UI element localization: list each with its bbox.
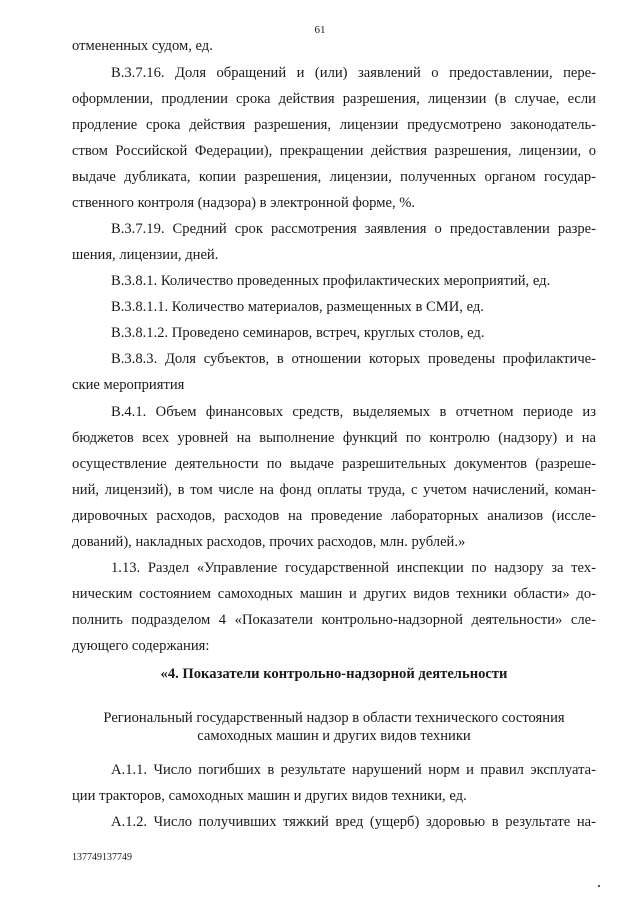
- text-line: осуществление деятельности по выдаче разрешительных документов (разреше-: [72, 456, 596, 472]
- text-line: А.1.2. Число получивших тяжкий вред (ущерб) здоровью в результате на-: [111, 814, 596, 830]
- text-line: дировочных расходов, расходов на проведение лабораторных анализов (иссле-: [72, 508, 596, 524]
- text-line: ции тракторов, самоходных машин и других видов техники, ед.: [72, 788, 467, 804]
- text-line: дований), накладных расходов, прочих расходов, млн. рублей.»: [72, 534, 466, 550]
- text-line: выдаче дубликата, копии разрешения, лицензии, полученных органом государ-: [72, 169, 596, 185]
- text-line: ническим состоянием самоходных машин и других видов техники области» до-: [72, 586, 596, 602]
- text-line: 1.13. Раздел «Управление государственной инспекции по надзору за тех-: [111, 560, 596, 576]
- text-line: В.3.7.19. Средний срок рассмотрения заявления о предоставлении разре-: [111, 221, 596, 237]
- text-line: отмененных судом, ед.: [72, 38, 213, 54]
- text-line: ством Российской Федерации), прекращении действия разрешения, лицензии, о: [72, 143, 596, 159]
- subsection-title: Региональный государственный надзор в области технического состояния: [103, 710, 565, 726]
- scan-mark: [598, 885, 600, 887]
- text-line: оформлении, продлении срока действия разрешения, лицензии (в случае, если: [72, 91, 596, 107]
- text-line: ственного контроля (надзора) в электронной форме, %.: [72, 195, 416, 211]
- text-line: В.3.7.16. Доля обращений и (или) заявлений о предоставлении, пере-: [111, 65, 596, 81]
- footer-code: 137749137749: [72, 852, 132, 863]
- text-line: шения, лицензии, дней.: [72, 247, 219, 263]
- text-line: ские мероприятия: [72, 377, 185, 393]
- text-line: дующего содержания:: [72, 638, 210, 654]
- section-heading: «4. Показатели контрольно-надзорной деятельности: [160, 666, 508, 682]
- text-line: полнить подразделом 4 «Показатели контрольно-надзорной деятельности» сле-: [72, 612, 596, 628]
- text-line: В.4.1. Объем финансовых средств, выделяемых в отчетном периоде из: [111, 404, 596, 420]
- text-line: А.1.1. Число погибших в результате нарушений норм и правил эксплуата-: [111, 762, 596, 778]
- text-line: В.3.8.1. Количество проведенных профилактических мероприятий, ед.: [111, 273, 551, 289]
- text-line: продление срока действия разрешения, лицензии предусмотрено законодатель-: [72, 117, 596, 133]
- text-line: В.3.8.3. Доля субъектов, в отношении которых проведены профилактиче-: [111, 351, 596, 367]
- subsection-title: самоходных машин и других видов техники: [197, 728, 471, 744]
- page-number: 61: [314, 24, 326, 36]
- text-line: В.3.8.1.1. Количество материалов, размещенных в СМИ, ед.: [111, 299, 484, 315]
- text-line: ний, лицензий), в том числе на фонд оплаты труда, с учетом начислений, коман-: [72, 482, 596, 498]
- text-line: В.3.8.1.2. Проведено семинаров, встреч, круглых столов, ед.: [111, 325, 485, 341]
- text-line: бюджетов всех уровней на выполнение функций по контролю (надзору) и на: [72, 430, 596, 446]
